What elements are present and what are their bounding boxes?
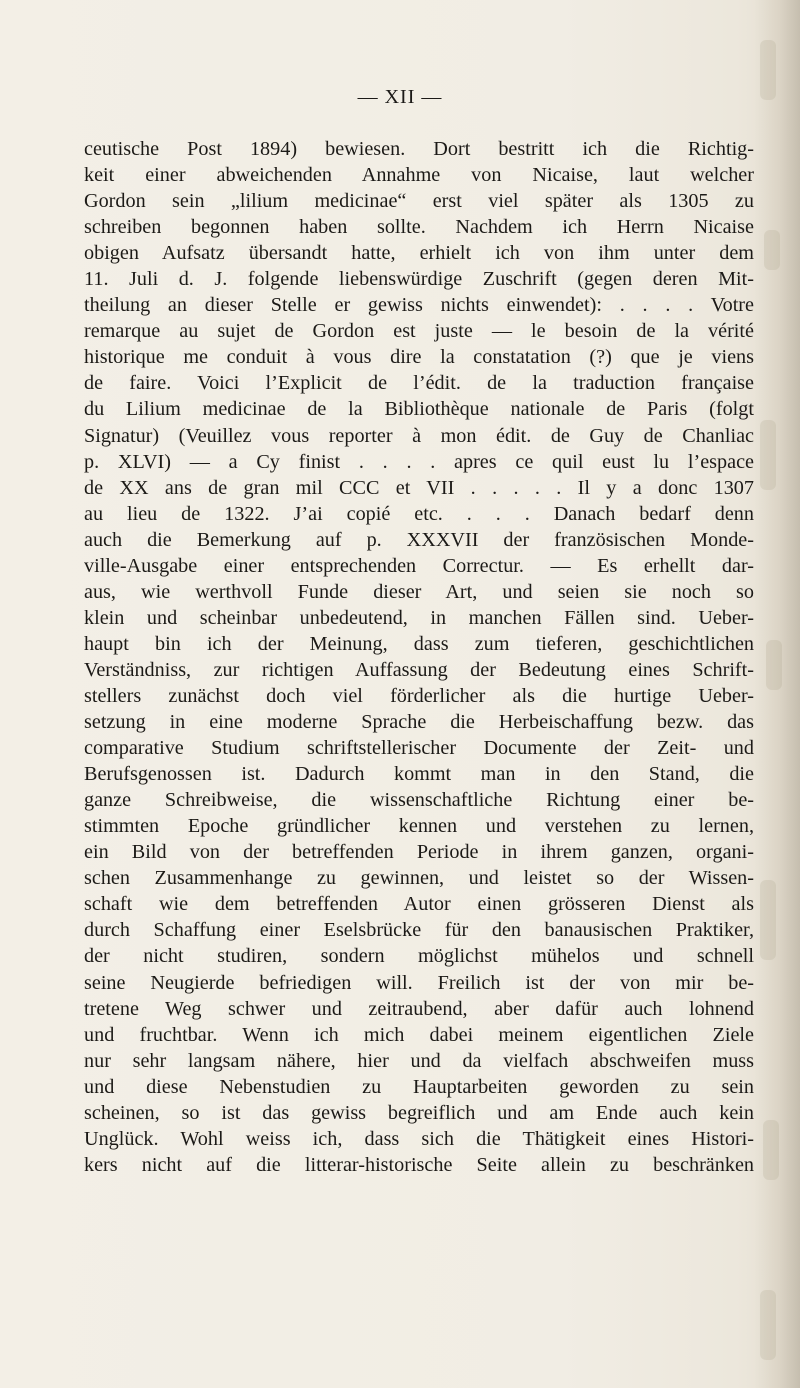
text-line: ceutische Post 1894) bewiesen. Dort bestritt ich die Richtig-: [84, 138, 754, 160]
page-number-header: — XII —: [357, 86, 443, 108]
text-line: seine Neugierde befriedigen will. Freilich ist der von mir be-: [84, 971, 754, 994]
text-line: der nicht studiren, sondern möglichst mühelos und schnell: [84, 945, 754, 968]
text-line: p. XLVI) — a Cy finist . . . . apres ce quil eust lu l’espace: [84, 450, 754, 473]
text-line: comparative Studium schriftstellerischer Documente der Zeit- und: [84, 737, 754, 760]
text-line: haupt bin ich der Meinung, dass zum tieferen, geschichtlichen: [84, 632, 754, 655]
text-line: historique me conduit à vous dire la constatation (?) que je viens: [84, 346, 754, 369]
text-line: ville-Ausgabe einer entsprechenden Correctur. — Es erhellt dar-: [84, 554, 754, 577]
text-line: ein Bild von der betreffenden Periode in ihrem ganzen, organi-: [84, 841, 754, 864]
text-line: schen Zusammenhange zu gewinnen, und leistet so der Wissen-: [84, 867, 754, 890]
text-line: remarque au sujet de Gordon est juste — le besoin de la vérité: [84, 320, 754, 343]
text-line: Gordon sein „lilium medicinae“ erst viel später als 1305 zu: [84, 190, 754, 213]
body-text: [84, 136, 754, 1178]
text-line: und fruchtbar. Wenn ich mich dabei meinem eigentlichen Ziele: [84, 1023, 754, 1046]
text-line: und diese Nebenstudien zu Hauptarbeiten geworden zu sein: [84, 1075, 754, 1098]
text-line: tretene Weg schwer und zeitraubend, aber dafür auch lohnend: [84, 997, 754, 1020]
text-line: auch die Bemerkung auf p. XXXVII der französischen Monde-: [84, 528, 754, 551]
text-line: schreiben begonnen haben sollte. Nachdem ich Herrn Nicaise: [84, 216, 754, 239]
text-line: kers nicht auf die litterar-historische Seite allein zu beschränken: [84, 1153, 754, 1176]
page-edge-stains: [760, 0, 786, 1388]
text-line: du Lilium medicinae de la Bibliothèque nationale de Paris (folgt: [84, 398, 754, 421]
text-line: klein und scheinbar unbedeutend, in manchen Fällen sind. Ueber-: [84, 606, 754, 629]
text-line: Verständniss, zur richtigen Auffassung der Bedeutung eines Schrift-: [84, 658, 754, 681]
text-line: ganze Schreibweise, die wissenschaftliche Richtung einer be-: [84, 789, 754, 812]
text-line: au lieu de 1322. J’ai copié etc. . . . Danach bedarf denn: [84, 502, 754, 525]
text-line: scheinen, so ist das gewiss begreiflich und am Ende auch kein: [84, 1101, 754, 1124]
text-line: Unglück. Wohl weiss ich, dass sich die Thätigkeit eines Histori-: [84, 1127, 754, 1150]
text-line: Signatur) (Veuillez vous reporter à mon édit. de Guy de Chanliac: [84, 424, 754, 447]
text-line: durch Schaffung einer Eselsbrücke für den banausischen Praktiker,: [84, 919, 754, 942]
text-line: stellers zunächst doch viel förderlicher als die hurtige Ueber-: [84, 684, 754, 707]
text-line: 11. Juli d. J. folgende liebenswürdige Zuschrift (gegen deren Mit-: [84, 268, 754, 291]
text-line: nur sehr langsam nähere, hier und da vielfach abschweifen muss: [84, 1049, 754, 1072]
text-line: de faire. Voici l’Explicit de l’édit. de la traduction française: [84, 372, 754, 395]
text-line: Berufsgenossen ist. Dadurch kommt man in den Stand, die: [84, 763, 754, 786]
text-line: theilung an dieser Stelle er gewiss nichts einwendet): . . . . Votre: [84, 294, 754, 317]
text-line: schaft wie dem betreffenden Autor einen grösseren Dienst als: [84, 893, 754, 916]
text-line: setzung in eine moderne Sprache die Herbeischaffung bezw. das: [84, 711, 754, 734]
text-line: obigen Aufsatz übersandt hatte, erhielt ich von ihm unter dem: [84, 242, 754, 265]
text-line: keit einer abweichenden Annahme von Nicaise, laut welcher: [84, 164, 754, 187]
text-line: de XX ans de gran mil CCC et VII . . . . . Il y a donc 1307: [84, 476, 754, 499]
text-line: aus, wie werthvoll Funde dieser Art, und seien sie noch so: [84, 580, 754, 603]
text-line: stimmten Epoche gründlicher kennen und verstehen zu lernen,: [84, 815, 754, 838]
